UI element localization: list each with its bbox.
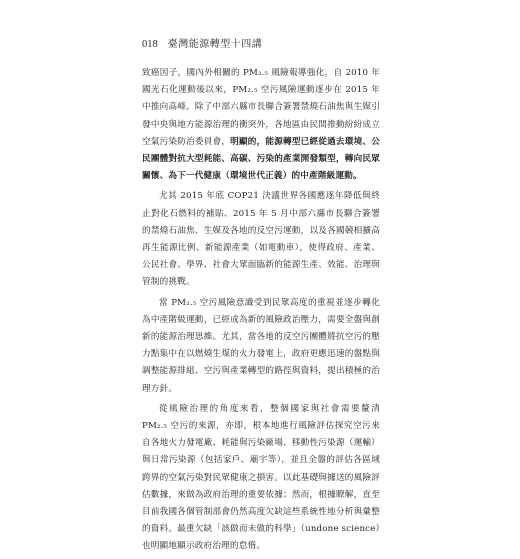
book-title: 臺灣能源轉型十四講 xyxy=(167,39,263,50)
paragraph-2 xyxy=(142,188,380,291)
paragraph-3-text: 當 PM₂.₅ 空污風險意識受到民眾高度的重視並逐步轉化為中產階級運動，已經成為新的風險政治壓力，需要全盤與創新的能源治理思維。尤其，當各地的反空污團體將抗空污的壓力點集中在以燃燒生煤的火力發電上，政府更應迅速的盤點與調整能源排組、空污與產業轉型的路徑與資料，提出積極的治理方針。 xyxy=(142,297,380,394)
body-text xyxy=(142,65,380,559)
paragraph-3 xyxy=(142,295,380,398)
paragraph-1-text: 致癌因子，國內外相關的 PM₂.₅ 風險報導強化，自 2010 年國光石化運動後以來，PM₂.₅ 空污風險運動逐步在 2015 年中推向高峰。除了中部六縣市長聯合簽署禁燒石油焦與生媒引發中央與地方能源治理的衝突外，各地區由民間推動紛紛成立空氣污染防治委員會， xyxy=(142,68,380,147)
paragraph-4-text: 從風險治理的角度來看，整個國家與社會需要釐清 PM₂.₅ 空污的來源，亦即，根本地進行風險評估探究空污來自各地火力發電廠、耗能與污染廠場、移動性污染源（運輸）與日常污染源（包括家戶、廟宇等），並且全盤的評估各區域跨界的空氣污染對民眾健康之損害。以此基礎與據送的風險評估數據，來做為政府治理的重要依據；然而，根據瞭解，直至目前我國各個管制部會仍然高度欠缺這些系統性地分析與彙整的資料。最重欠缺「該做而未做的科學」（undone science）也明顯地顯示政府治理的怠惰。 xyxy=(142,403,380,552)
paragraph-2-text: 尤其 2015 年底 COP21 決議世界各國應逐年降低與終止對化石燃料的補貼、2015 年 5 月中部六縣市長聯合簽署的禁燒石油焦、生媒及各地的反空污運動，以及各國競相擴高再生能源比例、新能源產業（如電動車），使得政府、產業、公民社會、學界、社會大眾面臨新的能源生產、效能、治理與管制的挑戰。 xyxy=(142,191,380,288)
paragraph-4 xyxy=(142,401,380,556)
paragraph-1-bold-text: 明顯的，能源轉型已經從過去環境、公民團體對抗大型耗能、高碳、污染的產業開發類型，轉向民眾關懷、為下一代健康（環境世代正義）的中產階級運動。 xyxy=(142,136,380,182)
page-number: 018 xyxy=(142,39,158,50)
running-head xyxy=(142,35,262,50)
paragraph-1 xyxy=(142,65,380,185)
